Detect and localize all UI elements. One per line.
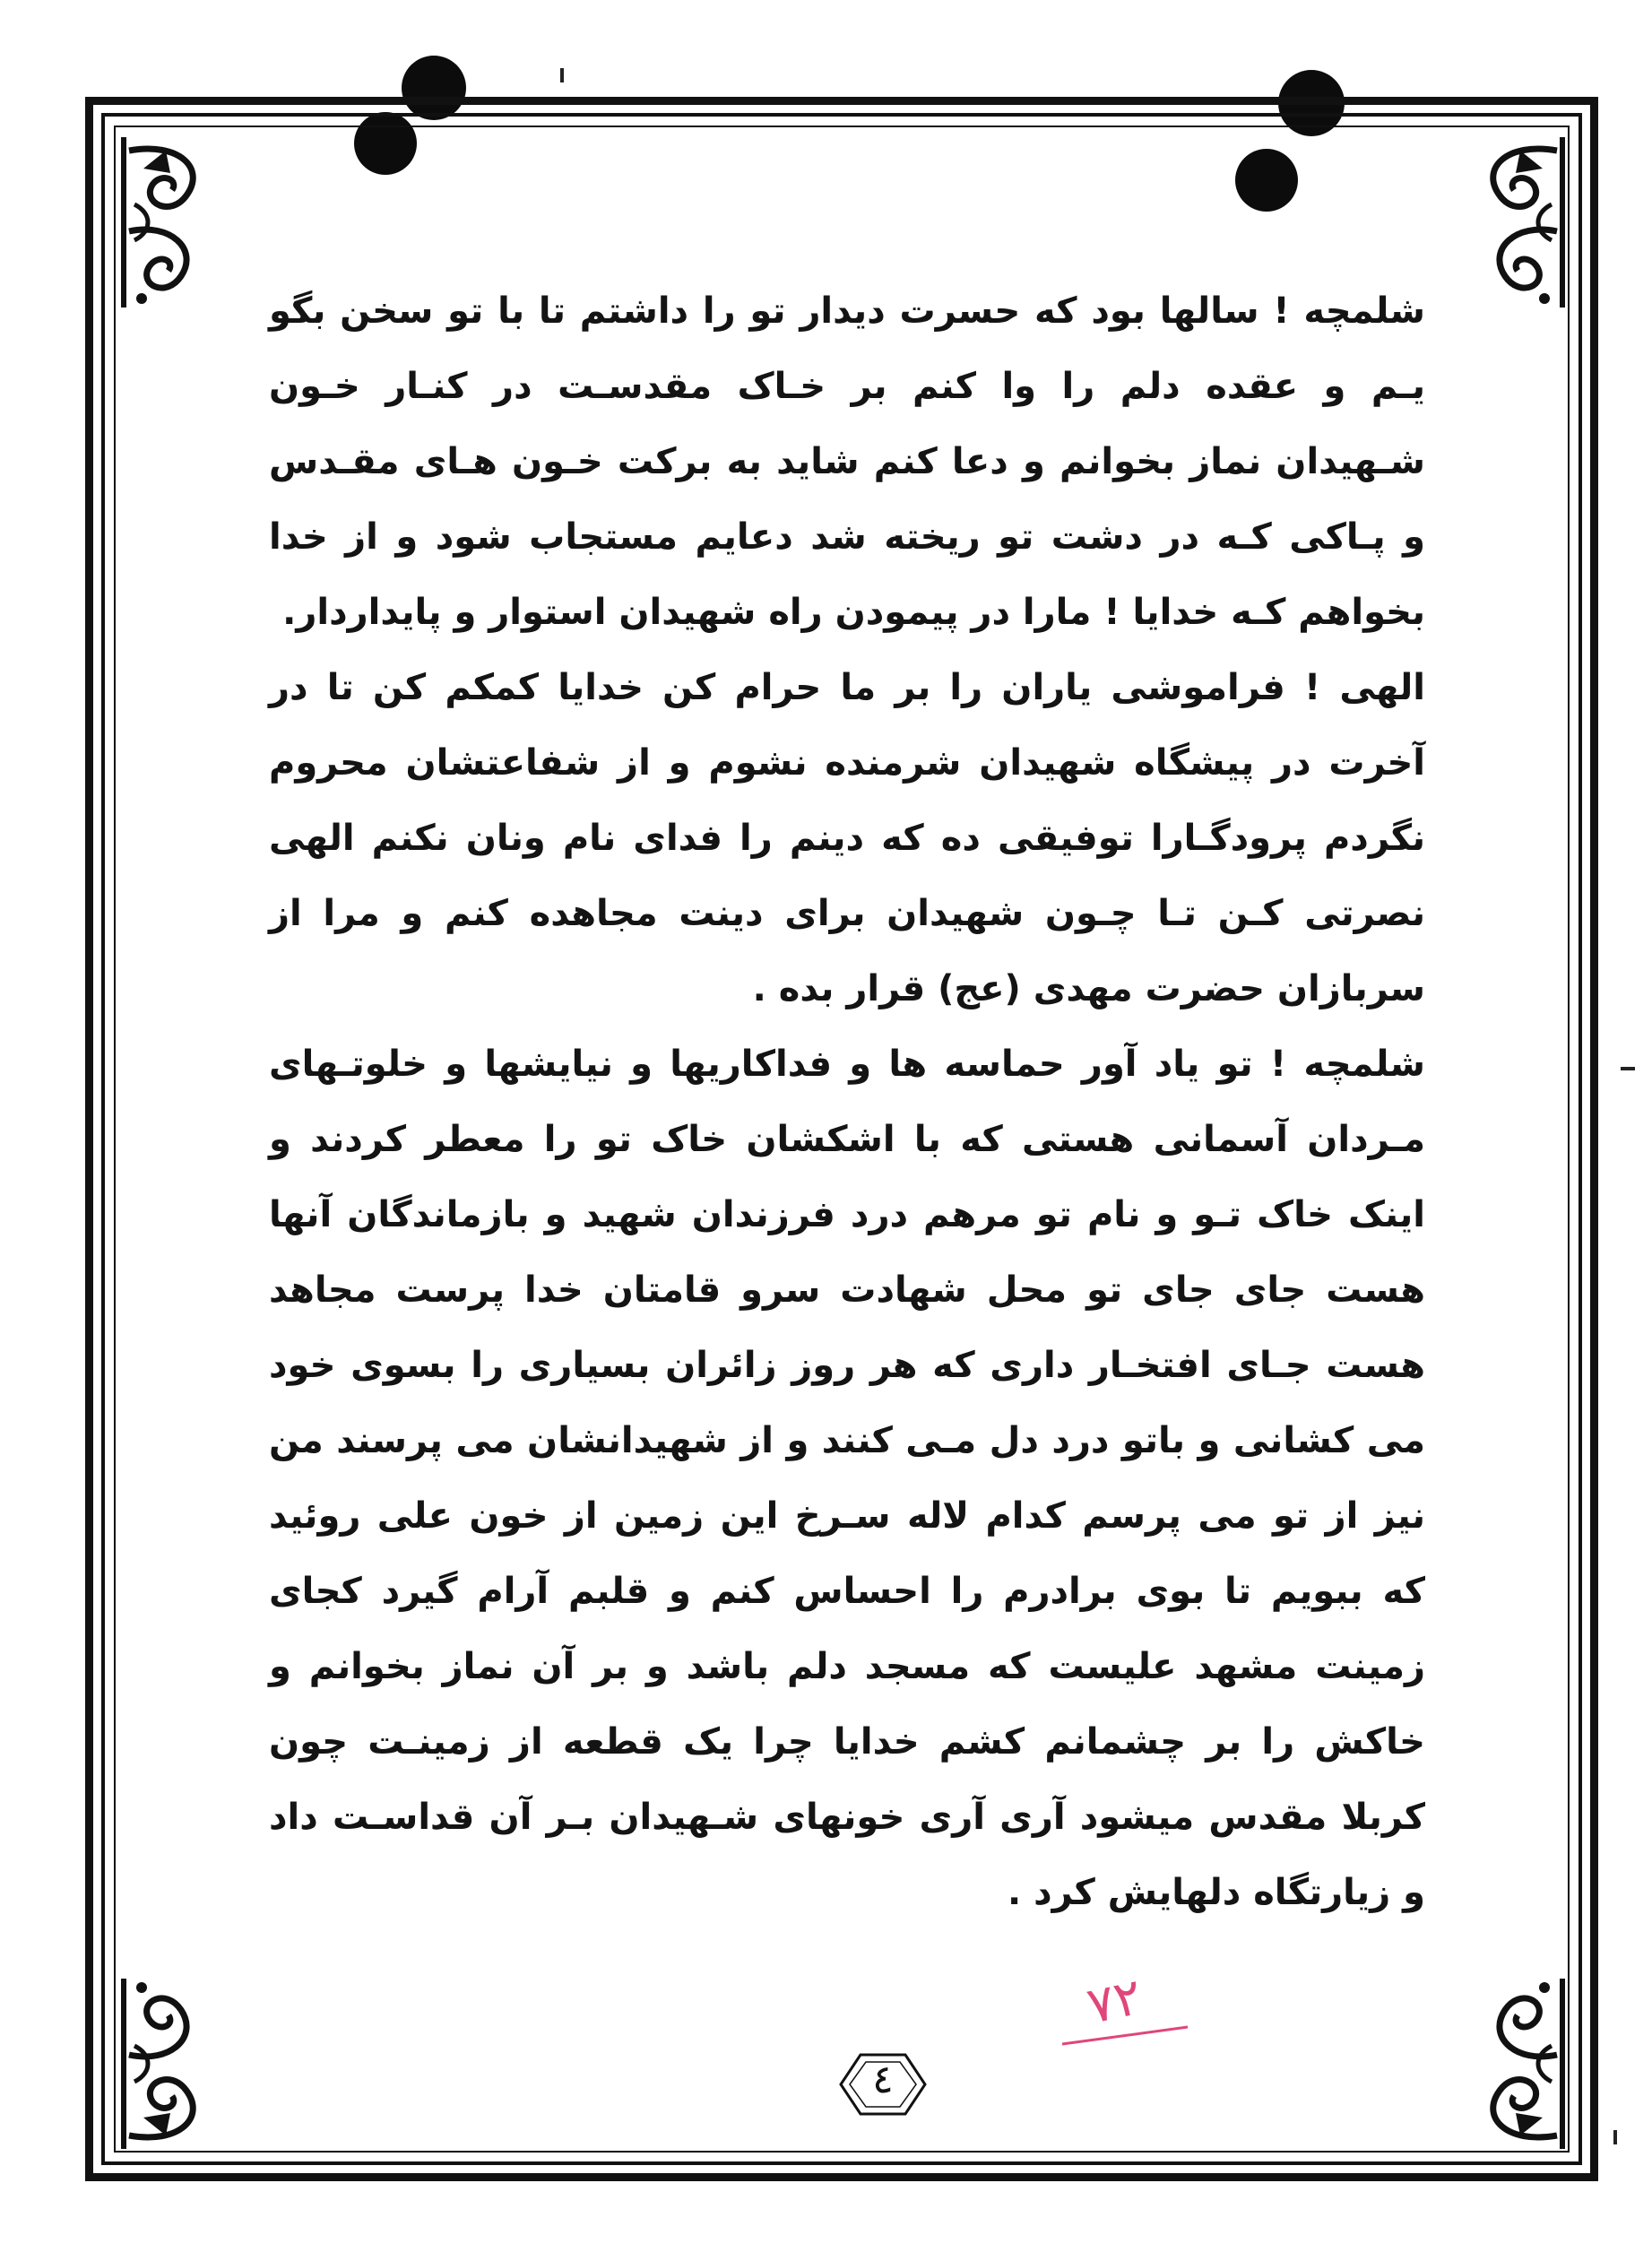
corner-ornament-icon xyxy=(1471,1974,1570,2153)
scan-mark xyxy=(560,68,564,82)
scan-mark xyxy=(1613,2130,1617,2144)
corner-ornament-icon xyxy=(117,133,215,312)
paragraph: شلمچه ! تو یاد آور حماسه ها و فداکاریها و نیایشها و خلوتـهای مـردان آسمانی هستی که با اشکشان خاک تو را معطر کردند و اینک خاک تـو و نام تو مرهم درد فرزندان شهید و بازماندگان آنها هست جای جای تو محل شهادت سرو قامتان خدا پرست مجاهد هست جـای افتخـار داری که هر روز زائران بسیاری را بسوی خود می کشانی و باتو درد دل مـی کنند و از شهیدانشان می پرسند من نیز از تو می پرسم کدام لاله سـرخ این زمین از خون علی روئید که ببویم تا بوی برادرم را احساس کنم و قلبم آرام گیرد کجای زمینت مشهد علیست که مسجد دلم باشد و بر آن نماز بخوانم و خاکش را بر چشمانم کشم خدایا چرا یک قطعه از زمینـت چون کربلا مقدس میشود آری آری خونهای شـهیدان بـر آن قداسـت داد و زیارتگاه دلهایش کرد . xyxy=(269,1044,1425,1913)
body-text xyxy=(269,273,1425,1930)
paragraph: شلمچه ! سالها بود که حسرت دیدار تو را داشتم تا با تو سخن بگو یـم و عقده دلم را وا کنم بر خـاک مقدسـت در کنـار خـون شـهیدان نماز بخوانم و دعا کنم شاید به برکت خـون هـای مقـدس و پـاکی کـه در دشت تو ریخته شد دعایم مستجاب شود و از خدا بخواهم کـه خدایا ! مارا در پیمودن راه شهیدان استوار و پایداردار. xyxy=(269,290,1425,633)
paragraph: الهی ! فراموشی یاران را بر ما حرام کن خدایا کمکم کن تا در آخرت در پیشگاه شهیدان شرمنده نشوم و از شفاعتشان محروم نگردم پرودگـارا توفیقی ده که دینم را فدای نام ونان نکنم الهی نصرتی کـن تـا چـون شهیدان برای دینت مجاهده کنم و مرا از سربازان حضرت مهدی (عج) قرار بده . xyxy=(269,667,1425,1009)
page-number-badge xyxy=(834,2044,932,2125)
handwritten-underline xyxy=(1058,2022,1192,2049)
handwritten-folio-number: ۷۲ xyxy=(1082,1967,1147,2036)
scan-mark xyxy=(1621,1067,1635,1070)
corner-ornament-icon xyxy=(117,1974,215,2153)
corner-ornament-icon xyxy=(1471,133,1570,312)
page-number: ٤ xyxy=(872,2057,894,2102)
